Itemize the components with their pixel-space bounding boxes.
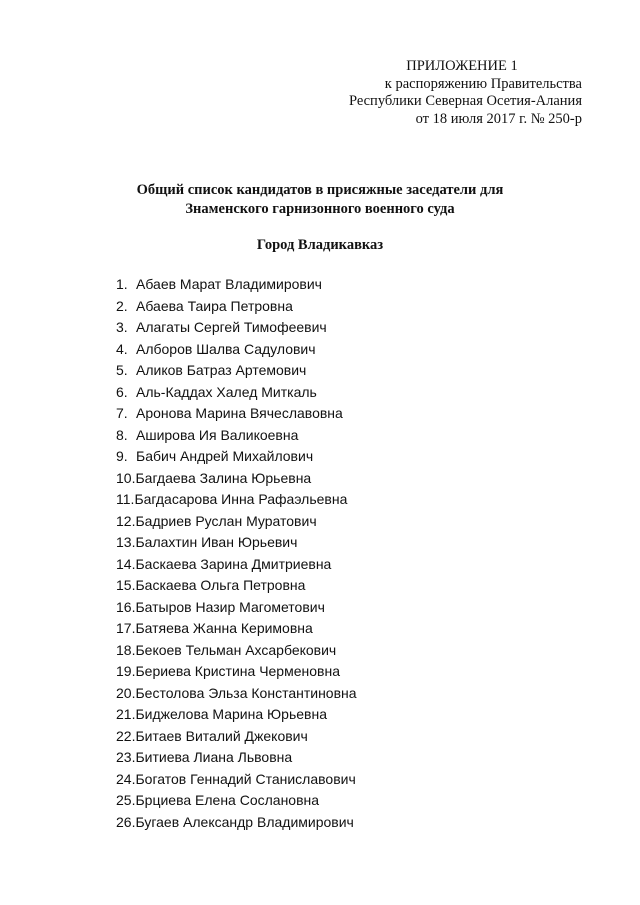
list-item-name: Балахтин Иван Юрьевич — [135, 534, 298, 550]
list-item-number: 24. — [116, 770, 136, 787]
list-item — [116, 683, 357, 705]
list-item-number: 22. — [116, 727, 136, 744]
list-item-name: Брциева Елена Сослановна — [135, 792, 320, 808]
list-item-number: 8. — [116, 426, 128, 443]
list-item-name: Абаев Марат Владимирович — [136, 276, 322, 292]
list-item-number: 20. — [116, 684, 136, 701]
list-item-number: 18. — [116, 641, 136, 658]
list-item-name: Битиева Лиана Львовна — [135, 749, 293, 765]
list-item-number: 1. — [116, 276, 128, 292]
list-item-name: Багдасарова Инна Рафаэльевна — [134, 491, 348, 507]
list-item-name: Баскаева Ольга Петровна — [135, 577, 306, 593]
list-item — [116, 382, 357, 404]
list-item-name: Батяева Жанна Керимовна — [135, 620, 313, 636]
list-item-name: Бадриев Руслан Муратович — [135, 512, 317, 529]
list-item — [116, 575, 357, 597]
list-item-number: 14. — [116, 555, 136, 572]
list-item-name: Абаева Таира Петровна — [136, 297, 293, 314]
list-item-name: Бекоев Тельман Ахсарбекович — [135, 641, 337, 658]
list-item-number: 10. — [116, 469, 136, 486]
document-title-line-1: Общий список кандидатов в присяжные заседатели для — [136, 182, 504, 198]
list-item-number: 5. — [116, 362, 128, 378]
list-item — [116, 360, 357, 382]
list-item — [116, 790, 357, 812]
list-item — [116, 640, 357, 662]
list-item — [116, 554, 357, 576]
list-item-number: 7. — [116, 405, 128, 421]
list-item — [116, 468, 357, 490]
list-item-name: Аль-Каддах Халед Миткаль — [136, 383, 317, 400]
appendix-reference-line: к распоряжению Правительства — [384, 75, 582, 92]
list-item-number: 17. — [116, 620, 136, 636]
document-title — [0, 181, 640, 218]
list-item — [116, 274, 357, 296]
list-item-name: Бабич Андрей Михайлович — [136, 448, 314, 464]
list-item-number: 11. — [116, 491, 135, 507]
appendix-date-line: от 18 июля 2017 г. № 250-р — [415, 110, 582, 127]
list-item-number: 19. — [116, 663, 136, 679]
list-item-name: Аликов Батраз Артемович — [136, 362, 307, 378]
list-item — [116, 317, 357, 339]
list-item — [116, 769, 357, 791]
list-item-name: Бугаев Александр Владимирович — [135, 813, 354, 830]
list-item — [116, 403, 357, 425]
list-item-number: 2. — [116, 297, 128, 314]
appendix-government-line: Республики Северная Осетия-Алания — [348, 93, 582, 109]
appendix-title: ПРИЛОЖЕНИЕ 1 — [406, 58, 518, 74]
list-item-number: 21. — [116, 706, 136, 722]
list-item-name: Битаев Виталий Джекович — [135, 727, 308, 744]
list-item — [116, 661, 357, 683]
list-item-number: 12. — [116, 512, 136, 529]
list-item-name: Багдаева Залина Юрьевна — [135, 469, 312, 486]
city-heading: Город Владикавказ — [256, 237, 384, 253]
list-item-number: 26. — [116, 813, 136, 830]
list-item-number: 9. — [116, 448, 128, 464]
list-item — [116, 296, 357, 318]
list-item-name: Аширова Ия Валикоевна — [136, 426, 299, 443]
list-item — [116, 489, 357, 511]
list-item-name: Алборов Шалва Садулович — [136, 340, 316, 357]
list-item — [116, 339, 357, 361]
list-item-name: Батыров Назир Магометович — [135, 598, 325, 615]
list-item-name: Богатов Геннадий Станиславович — [135, 770, 356, 787]
candidate-list — [116, 274, 357, 833]
list-item-number: 13. — [116, 534, 136, 550]
list-item-number: 3. — [116, 319, 128, 335]
list-item — [116, 425, 357, 447]
list-item-number: 25. — [116, 792, 136, 808]
list-item — [116, 747, 357, 769]
list-item-number: 16. — [116, 598, 136, 615]
list-item — [116, 446, 357, 468]
list-item — [116, 532, 357, 554]
list-item-name: Бестолова Эльза Константиновна — [135, 684, 357, 701]
list-item — [116, 704, 357, 726]
list-item-number: 4. — [116, 340, 128, 357]
list-item — [116, 618, 357, 640]
list-item-name: Биджелова Марина Юрьевна — [135, 706, 327, 722]
list-item — [116, 597, 357, 619]
appendix-header — [282, 58, 582, 128]
list-item — [116, 726, 357, 748]
list-item-name: Баскаева Зарина Дмитриевна — [135, 555, 332, 572]
list-item-name: Бериева Кристина Черменовна — [135, 663, 340, 679]
list-item-number: 23. — [116, 749, 136, 765]
document-title-line-2: Знаменского гарнизонного военного суда — [185, 200, 455, 217]
list-item — [116, 812, 357, 834]
list-item-name: Алагаты Сергей Тимофеевич — [136, 319, 327, 335]
list-item-number: 6. — [116, 383, 128, 400]
list-item-name: Аронова Марина Вячеславовна — [136, 405, 343, 421]
list-item-number: 15. — [116, 577, 136, 593]
list-item — [116, 511, 357, 533]
